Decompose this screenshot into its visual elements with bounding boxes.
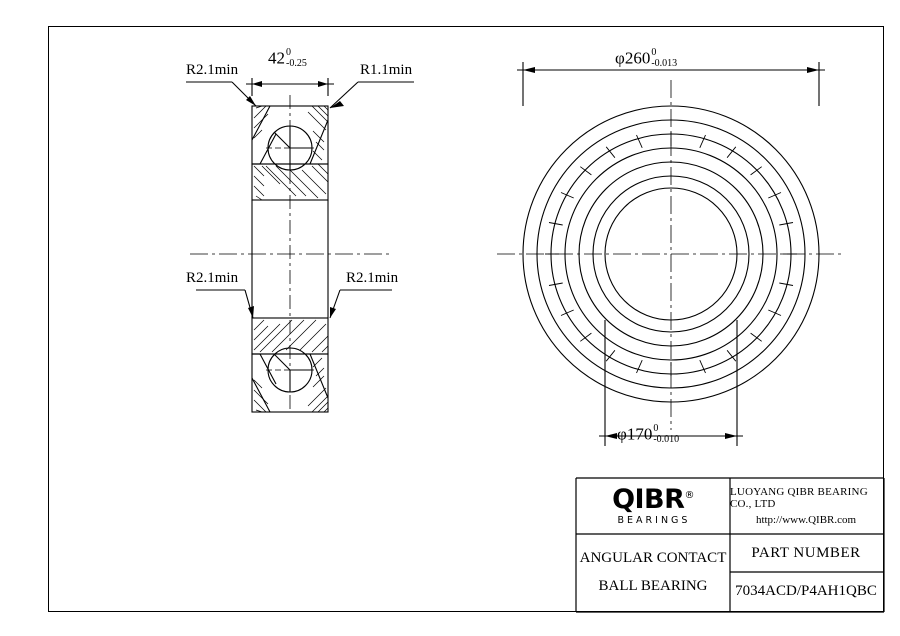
- dimension-outer-diameter: [615, 48, 677, 69]
- note-r21-bottom-right: R2.1min: [346, 270, 399, 286]
- dimension-bore-diameter: [617, 424, 679, 445]
- brand-logo: [578, 480, 728, 532]
- product-type-line1: ANGULAR CONTACT: [579, 549, 727, 566]
- product-type-line2: BALL BEARING: [598, 578, 708, 594]
- product-type: [578, 534, 728, 610]
- registered-trademark-icon: ®: [684, 490, 694, 501]
- brand-tagline: BEARINGS: [617, 515, 691, 526]
- dimension-outer-value: 260: [624, 48, 651, 68]
- dimension-width-value: 42: [268, 48, 285, 68]
- note-r21-bottom-left: R2.1min: [186, 270, 239, 286]
- company-name: LUOYANG QIBR BEARING CO., LTD: [730, 486, 868, 510]
- tolerance-lower: -0.010: [653, 433, 680, 445]
- tolerance-upper: 0: [653, 423, 659, 434]
- diameter-symbol-outer: φ: [615, 48, 625, 68]
- part-number-value: 7034ACD/P4AH1QBC: [735, 582, 877, 599]
- brand-name: QIBR: [612, 484, 685, 515]
- tolerance-upper: 0: [286, 47, 291, 58]
- tolerance-lower: -0.25: [286, 57, 307, 69]
- part-number-label: PART NUMBER: [751, 544, 861, 561]
- dimension-width-tolerance: [286, 48, 307, 69]
- dimension-bore-tolerance: [653, 424, 679, 445]
- dimension-bore-value: 170: [626, 424, 653, 444]
- company-info: [730, 480, 882, 532]
- dimension-outer-tolerance: [651, 48, 677, 69]
- company-url[interactable]: http://www.QIBR.com: [755, 514, 857, 526]
- tolerance-upper: 0: [651, 47, 657, 58]
- dimension-width: [268, 48, 307, 69]
- brand-logo-text: [612, 486, 694, 513]
- tolerance-lower: -0.013: [651, 57, 678, 69]
- note-r21-top-left: R2.1min: [186, 62, 239, 78]
- diameter-symbol-bore: φ: [617, 424, 627, 444]
- note-r11-top-right: R1.1min: [360, 62, 413, 78]
